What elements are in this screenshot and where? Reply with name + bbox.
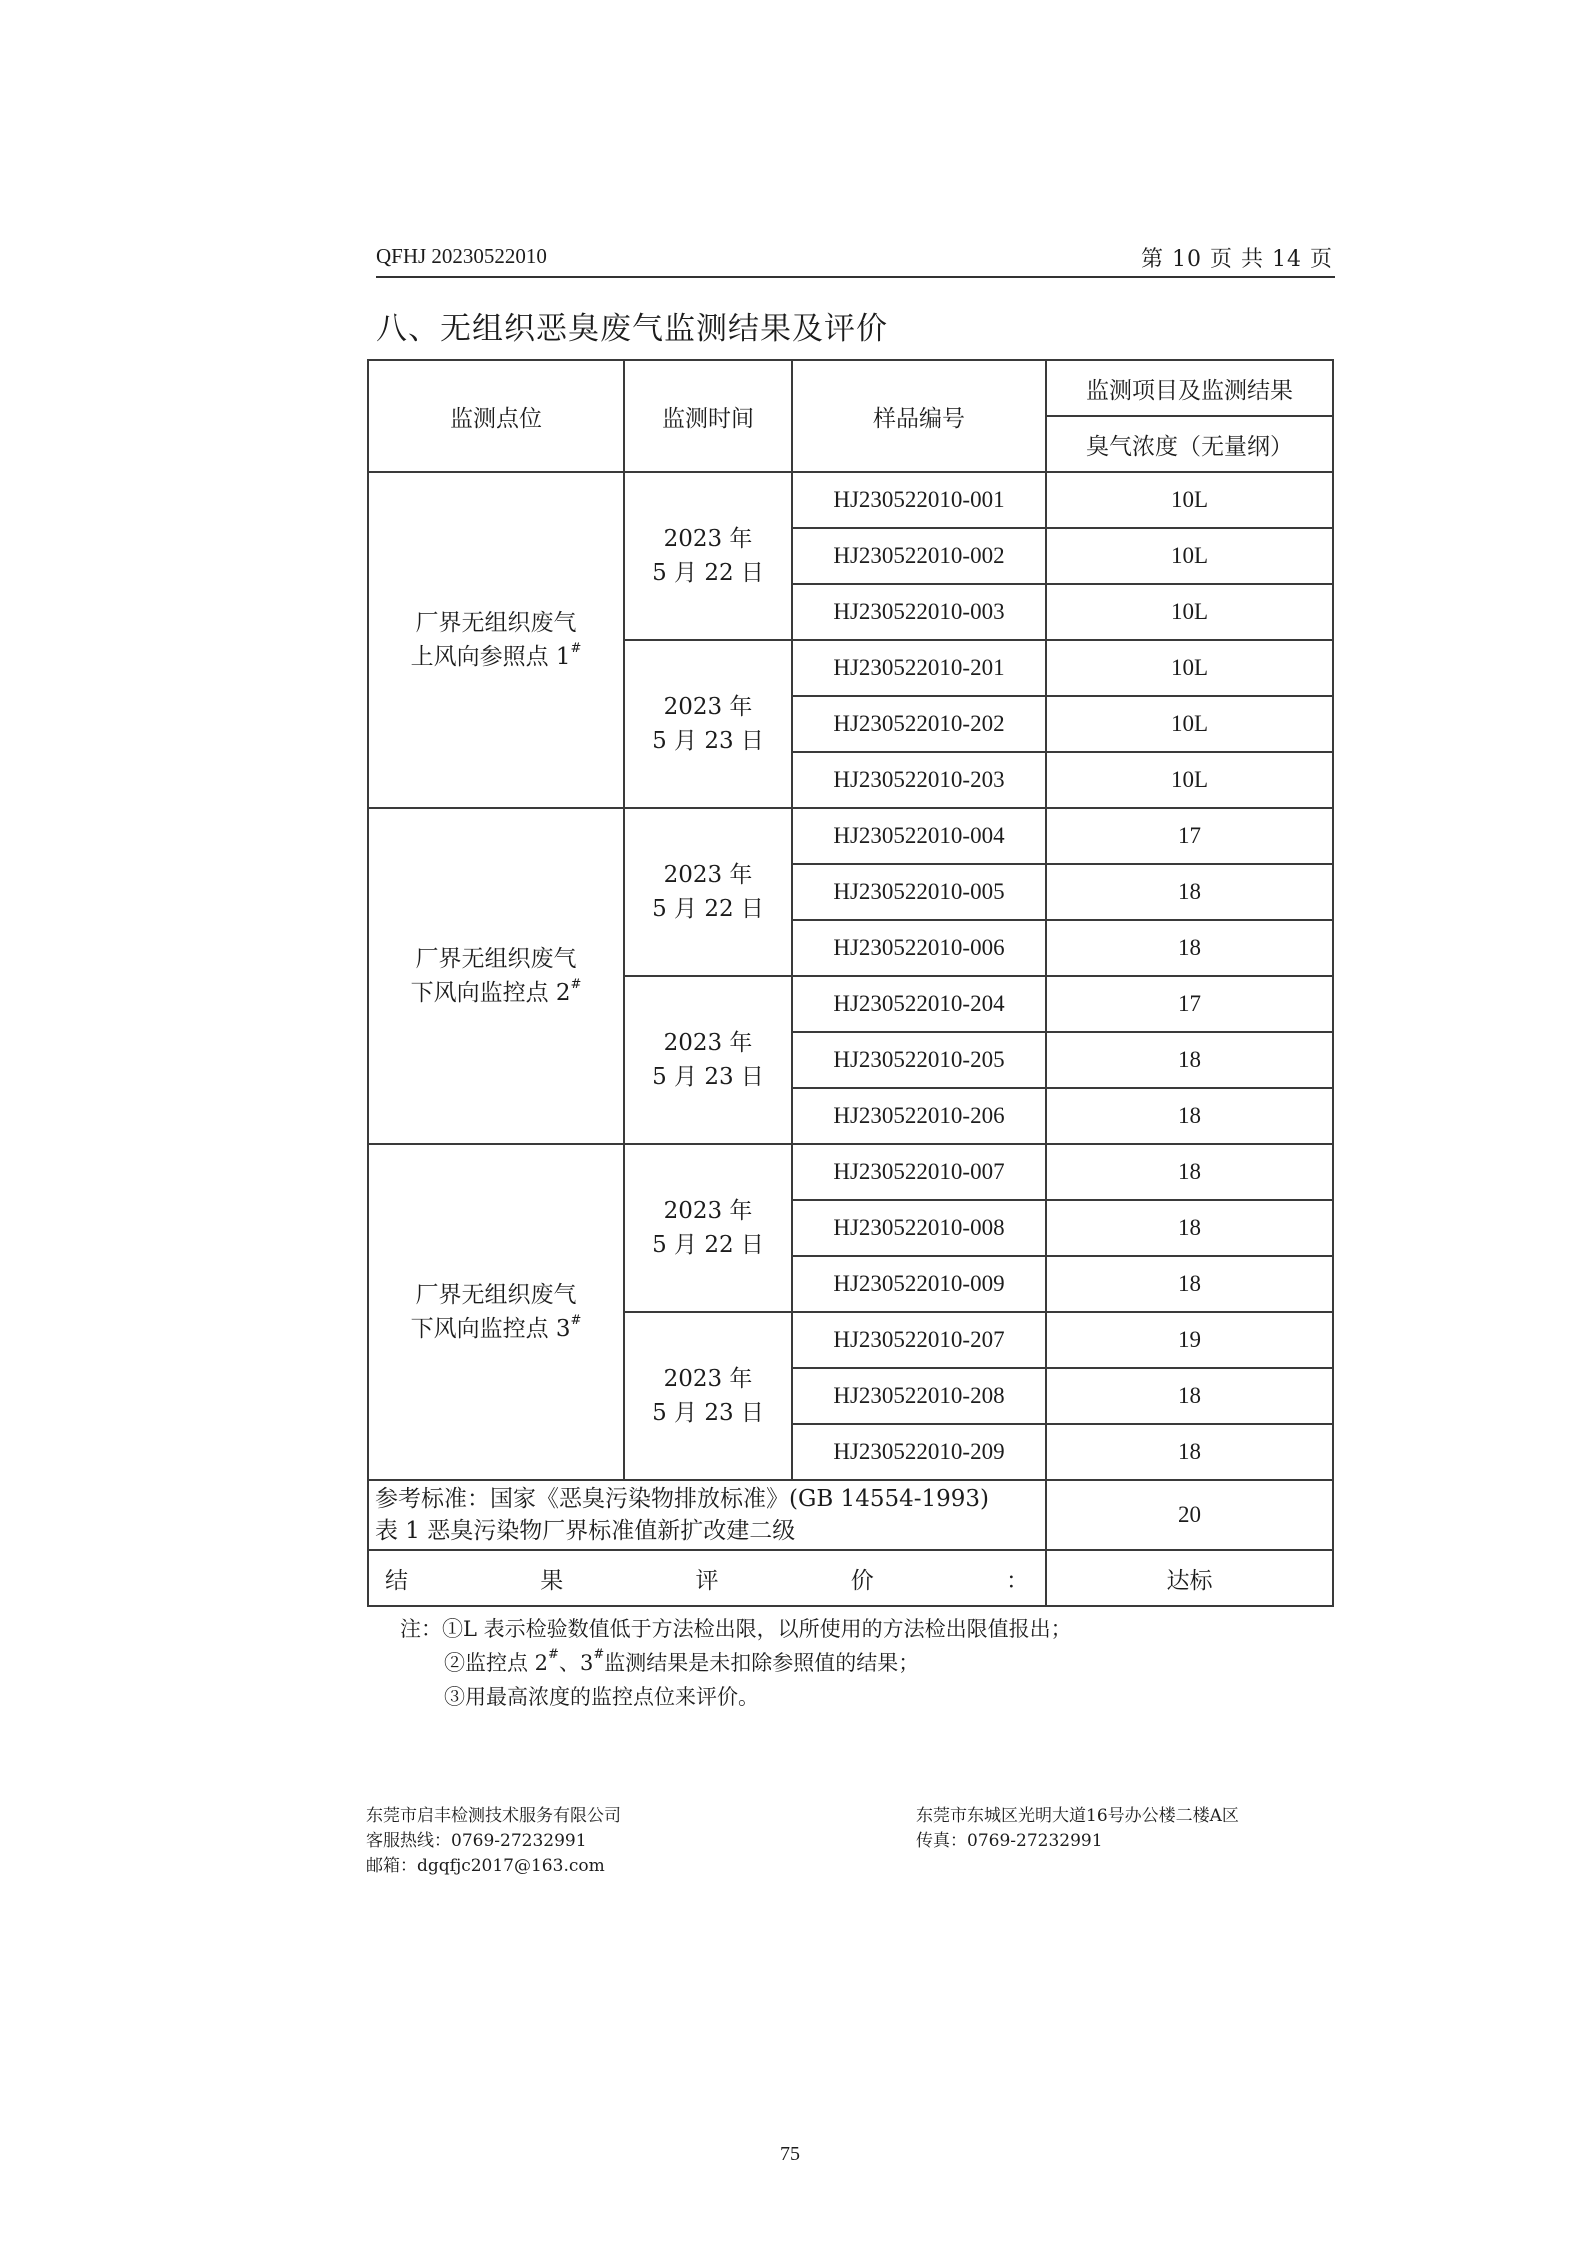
reference-line1: 参考标准：国家《恶臭污染物排放标准》(GB 14554-1993) bbox=[375, 1486, 990, 1512]
sample-id: HJ230522010-201 bbox=[792, 640, 1046, 696]
table-body bbox=[368, 360, 1333, 1606]
footer-left bbox=[366, 1804, 621, 1879]
odor-value: 18 bbox=[1046, 1256, 1333, 1312]
sample-id: HJ230522010-004 bbox=[792, 808, 1046, 864]
sample-id: HJ230522010-003 bbox=[792, 584, 1046, 640]
odor-value: 10L bbox=[1046, 752, 1333, 808]
reference-row bbox=[368, 1480, 1333, 1550]
site-line1: 厂界无组织废气 bbox=[415, 1282, 577, 1308]
header-row bbox=[368, 360, 1333, 416]
date-day: 5 月 22 日 bbox=[652, 896, 764, 922]
sample-id: HJ230522010-008 bbox=[792, 1200, 1046, 1256]
evaluation-label: 结果评价： bbox=[368, 1550, 1046, 1606]
site-line1: 厂界无组织废气 bbox=[415, 610, 577, 636]
footer-right bbox=[916, 1804, 1239, 1854]
sample-id: HJ230522010-207 bbox=[792, 1312, 1046, 1368]
header-odor-concentration: 臭气浓度（无量纲） bbox=[1046, 416, 1333, 472]
sample-id: HJ230522010-203 bbox=[792, 752, 1046, 808]
odor-value: 18 bbox=[1046, 1032, 1333, 1088]
date-day: 5 月 22 日 bbox=[652, 1232, 764, 1258]
header-site: 监测点位 bbox=[368, 360, 624, 472]
sample-id: HJ230522010-009 bbox=[792, 1256, 1046, 1312]
header-time: 监测时间 bbox=[624, 360, 792, 472]
table-row bbox=[368, 1144, 1333, 1200]
date-day: 5 月 23 日 bbox=[652, 728, 764, 754]
monitoring-results-table bbox=[367, 359, 1334, 1607]
notes bbox=[400, 1612, 1072, 1714]
note-1: 注：①L 表示检验数值低于方法检出限，以所使用的方法检出限值报出； bbox=[400, 1617, 1072, 1641]
date-year: 2023 年 bbox=[663, 862, 753, 888]
reference-standard bbox=[368, 1480, 1046, 1550]
site-cell bbox=[368, 1144, 624, 1480]
address: 东莞市东城区光明大道16号办公楼二楼A区 bbox=[916, 1806, 1239, 1826]
evaluation-row bbox=[368, 1550, 1333, 1606]
reference-value: 20 bbox=[1046, 1480, 1333, 1550]
date-year: 2023 年 bbox=[663, 1366, 753, 1392]
header-item-result: 监测项目及监测结果 bbox=[1046, 360, 1333, 416]
date-cell bbox=[624, 976, 792, 1144]
sample-id: HJ230522010-007 bbox=[792, 1144, 1046, 1200]
site-cell bbox=[368, 472, 624, 808]
date-day: 5 月 23 日 bbox=[652, 1400, 764, 1426]
page-info: 第 10 页 共 14 页 bbox=[1141, 247, 1333, 272]
odor-value: 10L bbox=[1046, 640, 1333, 696]
odor-value: 18 bbox=[1046, 1424, 1333, 1480]
odor-value: 18 bbox=[1046, 864, 1333, 920]
odor-value: 19 bbox=[1046, 1312, 1333, 1368]
odor-value: 17 bbox=[1046, 808, 1333, 864]
note-2: ②监控点 2#、3#监测结果是未扣除参照值的结果； bbox=[444, 1647, 920, 1675]
reference-line2: 表 1 恶臭污染物厂界标准值新扩改建二级 bbox=[375, 1518, 796, 1544]
document-number: QFHJ 20230522010 bbox=[376, 244, 547, 268]
odor-value: 10L bbox=[1046, 584, 1333, 640]
odor-value: 18 bbox=[1046, 1088, 1333, 1144]
sample-id: HJ230522010-205 bbox=[792, 1032, 1046, 1088]
email: 邮箱：dgqfjc2017@163.com bbox=[366, 1856, 605, 1876]
sample-id: HJ230522010-202 bbox=[792, 696, 1046, 752]
header-sample: 样品编号 bbox=[792, 360, 1046, 472]
site-line2: 下风向监控点 2# bbox=[410, 977, 582, 1006]
page-header bbox=[376, 242, 1335, 278]
sample-id: HJ230522010-006 bbox=[792, 920, 1046, 976]
odor-value: 10L bbox=[1046, 528, 1333, 584]
sample-id: HJ230522010-208 bbox=[792, 1368, 1046, 1424]
section-title: 八、无组织恶臭废气监测结果及评价 bbox=[376, 311, 888, 347]
fax: 传真：0769-27232991 bbox=[916, 1831, 1103, 1851]
date-cell bbox=[624, 1312, 792, 1480]
page-number: 75 bbox=[780, 2143, 800, 2165]
odor-value: 17 bbox=[1046, 976, 1333, 1032]
note-3: ③用最高浓度的监控点位来评价。 bbox=[444, 1685, 759, 1709]
date-day: 5 月 23 日 bbox=[652, 1064, 764, 1090]
evaluation-value: 达标 bbox=[1046, 1550, 1333, 1606]
sample-id: HJ230522010-209 bbox=[792, 1424, 1046, 1480]
sample-id: HJ230522010-005 bbox=[792, 864, 1046, 920]
date-cell bbox=[624, 808, 792, 976]
odor-value: 18 bbox=[1046, 1200, 1333, 1256]
company-name: 东莞市启丰检测技术服务有限公司 bbox=[366, 1806, 621, 1826]
date-day: 5 月 22 日 bbox=[652, 560, 764, 586]
date-year: 2023 年 bbox=[663, 1198, 753, 1224]
sample-id: HJ230522010-206 bbox=[792, 1088, 1046, 1144]
odor-value: 10L bbox=[1046, 696, 1333, 752]
table-row bbox=[368, 472, 1333, 528]
date-year: 2023 年 bbox=[663, 1030, 753, 1056]
hotline: 客服热线：0769-27232991 bbox=[366, 1831, 587, 1851]
date-cell bbox=[624, 640, 792, 808]
date-year: 2023 年 bbox=[663, 526, 753, 552]
table-row bbox=[368, 808, 1333, 864]
odor-value: 18 bbox=[1046, 1144, 1333, 1200]
date-year: 2023 年 bbox=[663, 694, 753, 720]
date-cell bbox=[624, 1144, 792, 1312]
site-cell bbox=[368, 808, 624, 1144]
site-line2: 下风向监控点 3# bbox=[410, 1313, 582, 1342]
odor-value: 18 bbox=[1046, 920, 1333, 976]
site-line2: 上风向参照点 1# bbox=[410, 641, 582, 670]
sample-id: HJ230522010-002 bbox=[792, 528, 1046, 584]
odor-value: 10L bbox=[1046, 472, 1333, 528]
sample-id: HJ230522010-001 bbox=[792, 472, 1046, 528]
date-cell bbox=[624, 472, 792, 640]
sample-id: HJ230522010-204 bbox=[792, 976, 1046, 1032]
site-line1: 厂界无组织废气 bbox=[415, 946, 577, 972]
odor-value: 18 bbox=[1046, 1368, 1333, 1424]
